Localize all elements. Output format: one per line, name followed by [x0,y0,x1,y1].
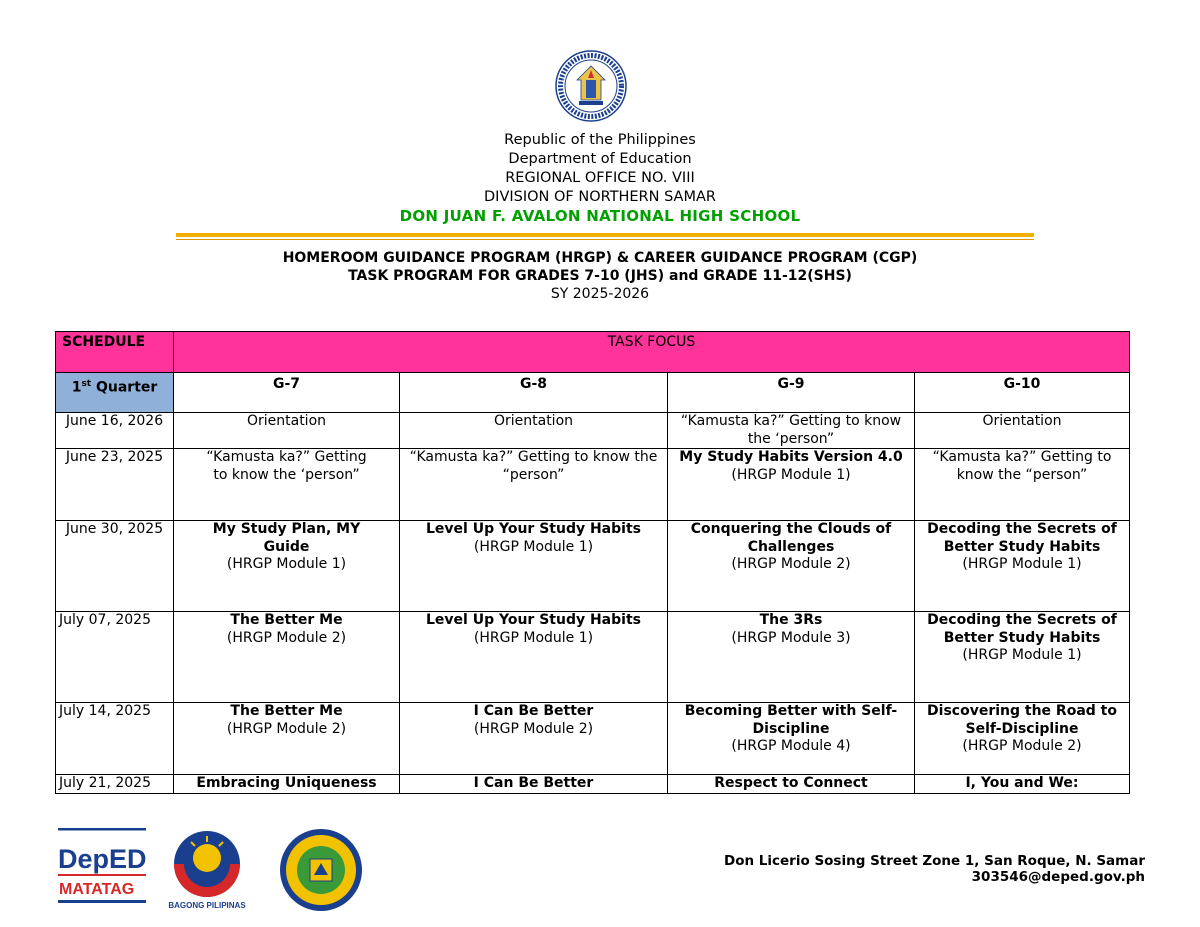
school-name: DON JUAN F. AVALON NATIONAL HIGH SCHOOL [399,207,801,225]
task-cell: “Kamusta ka?” Getting to know the “person” [915,449,1130,521]
table-row [56,521,1130,612]
task-cell: Level Up Your Study Habits (HRGP Module 1) [400,521,668,612]
task-cell: The Better Me (HRGP Module 2) [174,703,400,775]
task-cell: Decoding the Secrets of Better Study Habits (HRGP Module 1) [915,521,1130,612]
program-title-line2: TASK PROGRAM FOR GRADES 7-10 (JHS) and GRADE 11-12(SHS) [348,268,852,284]
task-cell: The Better Me (HRGP Module 2) [174,612,400,703]
task-cell: My Study Habits Version 4.0 (HRGP Module 1) [668,449,915,521]
regional-office-line: REGIONAL OFFICE NO. VIII [505,170,695,186]
schedule-date: June 30, 2025 [56,521,174,612]
task-cell: I Can Be Better (HRGP Module 2) [400,703,668,775]
schedule-date: June 23, 2025 [56,449,174,521]
task-cell: Orientation [174,413,400,449]
schedule-date: July 14, 2025 [56,703,174,775]
gold-divider-thin [176,239,1034,240]
table-row [56,413,1130,449]
grade-header-g9: G-9 [668,373,915,413]
bagong-pilipinas-logo-icon [168,831,246,910]
school-seal-icon [280,829,362,911]
table-row [56,703,1130,775]
task-cell: Becoming Better with Self-Discipline (HRGP Module 4) [668,703,915,775]
table-row [56,449,1130,521]
schedule-date: June 16, 2026 [56,413,174,449]
table-row [56,775,1130,794]
division-line: DIVISION OF NORTHERN SAMAR [484,189,716,205]
task-focus-header: TASK FOCUS [174,332,1130,373]
task-cell: I Can Be Better [400,775,668,794]
task-cell: Orientation [400,413,668,449]
schedule-date: July 07, 2025 [56,612,174,703]
email-line: 303546@deped.gov.ph [971,869,1145,885]
school-year: SY 2025-2026 [550,286,650,302]
task-cell: “Kamusta ka?” Getting to know the “person” [400,449,668,521]
svg-text:MATATAG: MATATAG [59,881,135,898]
program-title-line1: HOMEROOM GUIDANCE PROGRAM (HRGP) & CAREER GUIDANCE PROGRAM (CGP) [282,250,918,266]
task-cell: Discovering the Road to Self-Discipline (HRGP Module 2) [915,703,1130,775]
task-cell: The 3Rs (HRGP Module 3) [668,612,915,703]
schedule-header: SCHEDULE [56,332,174,373]
republic-line: Republic of the Philippines [504,132,696,148]
task-cell: Conquering the Clouds of Challenges (HRGP Module 2) [668,521,915,612]
grade-header-g10: G-10 [915,373,1130,413]
table-row [56,612,1130,703]
deped-matatag-logo-icon [58,828,147,903]
task-cell: Embracing Uniqueness [174,775,400,794]
department-line: Department of Education [508,151,692,167]
footer-logos [55,828,375,913]
task-cell: Orientation [915,413,1130,449]
task-cell: I, You and We: [915,775,1130,794]
quarter-label: 1st Quarter [56,373,174,413]
task-cell: Level Up Your Study Habits (HRGP Module 1) [400,612,668,703]
task-cell: Decoding the Secrets of Better Study Habits (HRGP Module 1) [915,612,1130,703]
grade-header-g7: G-7 [174,373,400,413]
svg-text:DepED: DepED [58,844,147,874]
task-cell: Respect to Connect [668,775,915,794]
school-address [724,853,1145,885]
grade-header-g8: G-8 [400,373,668,413]
task-program-table [55,331,1130,794]
task-cell: “Kamusta ka?” Getting to know the ‘person” [174,449,400,521]
program-title [0,249,1200,303]
address-line: Don Licerio Sosing Street Zone 1, San Roque, N. Samar [724,853,1145,869]
deped-seal-icon [555,50,627,122]
gold-divider [176,233,1034,237]
letterhead [0,131,1200,226]
task-cell: My Study Plan, MY Guide (HRGP Module 1) [174,521,400,612]
task-cell: “Kamusta ka?” Getting to know the ‘person” [668,413,915,449]
svg-text:BAGONG PILIPINAS: BAGONG PILIPINAS [168,901,246,910]
schedule-date: July 21, 2025 [56,775,174,794]
